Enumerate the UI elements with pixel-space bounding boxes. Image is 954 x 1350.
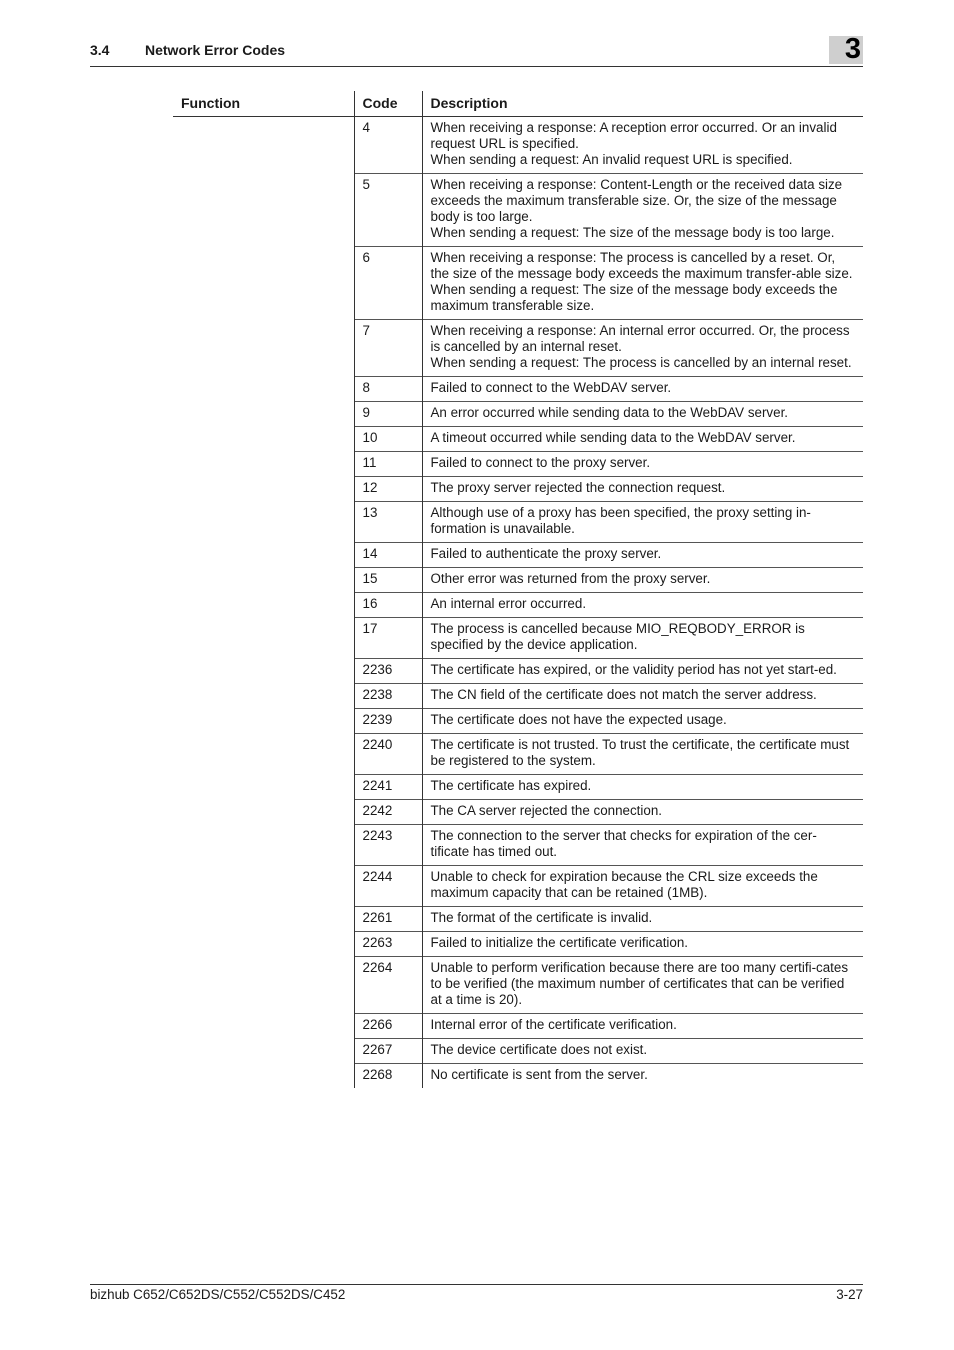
table-header-row bbox=[173, 91, 863, 117]
function-cell bbox=[173, 825, 354, 866]
code-cell: 2241 bbox=[354, 775, 422, 800]
code-cell: 2243 bbox=[354, 825, 422, 866]
function-cell bbox=[173, 402, 354, 427]
function-cell bbox=[173, 247, 354, 320]
table-row bbox=[173, 775, 863, 800]
description-cell bbox=[422, 1064, 863, 1089]
table-row bbox=[173, 734, 863, 775]
function-cell bbox=[173, 957, 354, 1014]
table-row bbox=[173, 117, 863, 174]
table-row bbox=[173, 1039, 863, 1064]
description-line: When receiving a response: Content-Length or the received data size exceeds the maximum transferable size. Or, the size of the message body is too large. bbox=[430, 177, 843, 224]
code-cell: 12 bbox=[354, 477, 422, 502]
description-cell bbox=[422, 452, 863, 477]
description-line: Although use of a proxy has been specified, the proxy setting in-formation is unavailable. bbox=[430, 505, 811, 536]
description-cell bbox=[422, 932, 863, 957]
description-line: Other error was returned from the proxy server. bbox=[430, 571, 711, 586]
description-line: When sending a request: The process is cancelled by an internal reset. bbox=[430, 355, 852, 370]
code-cell: 4 bbox=[354, 117, 422, 174]
code-cell: 2268 bbox=[354, 1064, 422, 1089]
table-row bbox=[173, 866, 863, 907]
code-cell: 10 bbox=[354, 427, 422, 452]
function-cell bbox=[173, 502, 354, 543]
description-line: The certificate has expired. bbox=[430, 778, 592, 793]
table-row bbox=[173, 618, 863, 659]
description-cell bbox=[422, 247, 863, 320]
description-line: The CN field of the certificate does not match the server address. bbox=[430, 687, 817, 702]
page-footer bbox=[90, 1284, 863, 1302]
function-cell bbox=[173, 593, 354, 618]
table-body bbox=[173, 117, 863, 1089]
table-row bbox=[173, 907, 863, 932]
description-cell bbox=[422, 684, 863, 709]
description-cell bbox=[422, 543, 863, 568]
description-cell bbox=[422, 866, 863, 907]
description-cell bbox=[422, 1014, 863, 1039]
table-row bbox=[173, 568, 863, 593]
table-row bbox=[173, 452, 863, 477]
footer-product: bizhub C652/C652DS/C552/C552DS/C452 bbox=[90, 1287, 346, 1302]
table-row bbox=[173, 402, 863, 427]
function-cell bbox=[173, 174, 354, 247]
code-cell: 2238 bbox=[354, 684, 422, 709]
description-line: The CA server rejected the connection. bbox=[430, 803, 662, 818]
function-cell bbox=[173, 907, 354, 932]
table-row bbox=[173, 800, 863, 825]
table-row bbox=[173, 1064, 863, 1089]
description-cell bbox=[422, 825, 863, 866]
table-row bbox=[173, 477, 863, 502]
function-cell bbox=[173, 452, 354, 477]
description-cell bbox=[422, 174, 863, 247]
table-row bbox=[173, 825, 863, 866]
table-row bbox=[173, 427, 863, 452]
table-row bbox=[173, 174, 863, 247]
table-row bbox=[173, 684, 863, 709]
function-cell bbox=[173, 1014, 354, 1039]
code-cell: 5 bbox=[354, 174, 422, 247]
description-cell bbox=[422, 427, 863, 452]
table-row bbox=[173, 957, 863, 1014]
code-cell: 13 bbox=[354, 502, 422, 543]
description-line: Failed to authenticate the proxy server. bbox=[430, 546, 662, 561]
table-row bbox=[173, 1014, 863, 1039]
section-number: 3.4 bbox=[90, 42, 110, 58]
description-line: When sending a request: The size of the message body exceeds the maximum transferable size. bbox=[430, 282, 838, 313]
description-line: No certificate is sent from the server. bbox=[430, 1067, 648, 1082]
page-header bbox=[90, 33, 863, 67]
description-line: The certificate is not trusted. To trust the certificate, the certificate must be registered to the system. bbox=[430, 737, 850, 768]
function-cell bbox=[173, 568, 354, 593]
function-cell bbox=[173, 117, 354, 174]
table-row bbox=[173, 659, 863, 684]
code-cell: 2261 bbox=[354, 907, 422, 932]
code-cell: 15 bbox=[354, 568, 422, 593]
description-line: The certificate has expired, or the validity period has not yet start-ed. bbox=[430, 662, 837, 677]
description-cell bbox=[422, 477, 863, 502]
code-cell: 2244 bbox=[354, 866, 422, 907]
description-line: Failed to connect to the WebDAV server. bbox=[430, 380, 672, 395]
description-line: Unable to perform verification because there are too many certifi-cates to be verified (the maximum number of certificates that can be verified at a time is 20). bbox=[430, 960, 849, 1007]
code-cell: 8 bbox=[354, 377, 422, 402]
description-cell bbox=[422, 402, 863, 427]
code-cell: 2236 bbox=[354, 659, 422, 684]
table-row bbox=[173, 377, 863, 402]
table-row bbox=[173, 709, 863, 734]
function-cell bbox=[173, 932, 354, 957]
description-line: The proxy server rejected the connection request. bbox=[430, 480, 726, 495]
function-cell bbox=[173, 800, 354, 825]
table-row bbox=[173, 932, 863, 957]
function-cell bbox=[173, 659, 354, 684]
column-header-description: Description bbox=[422, 91, 863, 117]
description-cell bbox=[422, 775, 863, 800]
description-cell bbox=[422, 1039, 863, 1064]
function-cell bbox=[173, 866, 354, 907]
column-header-code: Code bbox=[354, 91, 422, 117]
description-line: A timeout occurred while sending data to the WebDAV server. bbox=[430, 430, 796, 445]
code-cell: 2264 bbox=[354, 957, 422, 1014]
code-cell: 14 bbox=[354, 543, 422, 568]
function-cell bbox=[173, 684, 354, 709]
code-cell: 9 bbox=[354, 402, 422, 427]
function-cell bbox=[173, 543, 354, 568]
table-row bbox=[173, 320, 863, 377]
code-cell: 2239 bbox=[354, 709, 422, 734]
description-line: The process is cancelled because MIO_REQBODY_ERROR is specified by the device application. bbox=[430, 621, 805, 652]
description-line: When receiving a response: The process is cancelled by a reset. Or, the size of the message body exceeds the maximum transfer-able size. bbox=[430, 250, 853, 281]
error-code-table bbox=[173, 91, 863, 1088]
description-cell bbox=[422, 709, 863, 734]
description-cell bbox=[422, 320, 863, 377]
column-header-function: Function bbox=[173, 91, 354, 117]
function-cell bbox=[173, 320, 354, 377]
function-cell bbox=[173, 1039, 354, 1064]
code-cell: 2240 bbox=[354, 734, 422, 775]
code-cell: 11 bbox=[354, 452, 422, 477]
description-line: The certificate does not have the expected usage. bbox=[430, 712, 727, 727]
description-line: When receiving a response: An internal error occurred. Or, the process is cancelled by an internal reset. bbox=[430, 323, 850, 354]
code-cell: 2266 bbox=[354, 1014, 422, 1039]
description-line: When sending a request: An invalid request URL is specified. bbox=[430, 152, 793, 167]
code-cell: 6 bbox=[354, 247, 422, 320]
function-cell bbox=[173, 709, 354, 734]
function-cell bbox=[173, 477, 354, 502]
function-cell bbox=[173, 427, 354, 452]
code-cell: 16 bbox=[354, 593, 422, 618]
code-cell: 2267 bbox=[354, 1039, 422, 1064]
function-cell bbox=[173, 1064, 354, 1089]
chapter-number: 3 bbox=[844, 33, 861, 65]
code-cell: 2263 bbox=[354, 932, 422, 957]
description-cell bbox=[422, 377, 863, 402]
description-line: An error occurred while sending data to the WebDAV server. bbox=[430, 405, 789, 420]
function-cell bbox=[173, 618, 354, 659]
code-cell: 2242 bbox=[354, 800, 422, 825]
description-cell bbox=[422, 593, 863, 618]
description-line: Internal error of the certificate verification. bbox=[430, 1017, 677, 1032]
function-cell bbox=[173, 775, 354, 800]
description-cell bbox=[422, 659, 863, 684]
description-cell bbox=[422, 568, 863, 593]
table-row bbox=[173, 502, 863, 543]
description-line: When sending a request: The size of the message body is too large. bbox=[430, 225, 835, 240]
description-cell bbox=[422, 117, 863, 174]
footer-page-number: 3-27 bbox=[836, 1287, 863, 1302]
section-title: Network Error Codes bbox=[145, 42, 286, 58]
table-row bbox=[173, 593, 863, 618]
code-cell: 17 bbox=[354, 618, 422, 659]
description-cell bbox=[422, 502, 863, 543]
description-cell bbox=[422, 907, 863, 932]
description-line: The device certificate does not exist. bbox=[430, 1042, 648, 1057]
description-line: When receiving a response: A reception error occurred. Or an invalid request URL is specified. bbox=[430, 120, 837, 151]
description-cell bbox=[422, 734, 863, 775]
function-cell bbox=[173, 734, 354, 775]
table-row bbox=[173, 247, 863, 320]
description-line: The connection to the server that checks for expiration of the cer-tificate has timed out. bbox=[430, 828, 817, 859]
description-line: Unable to check for expiration because the CRL size exceeds the maximum capacity that can be retained (1MB). bbox=[430, 869, 818, 900]
description-line: An internal error occurred. bbox=[430, 596, 587, 611]
description-cell bbox=[422, 957, 863, 1014]
code-cell: 7 bbox=[354, 320, 422, 377]
description-cell bbox=[422, 618, 863, 659]
description-line: Failed to initialize the certificate verification. bbox=[430, 935, 689, 950]
description-line: The format of the certificate is invalid. bbox=[430, 910, 653, 925]
function-cell bbox=[173, 377, 354, 402]
table-row bbox=[173, 543, 863, 568]
description-line: Failed to connect to the proxy server. bbox=[430, 455, 651, 470]
description-cell bbox=[422, 800, 863, 825]
